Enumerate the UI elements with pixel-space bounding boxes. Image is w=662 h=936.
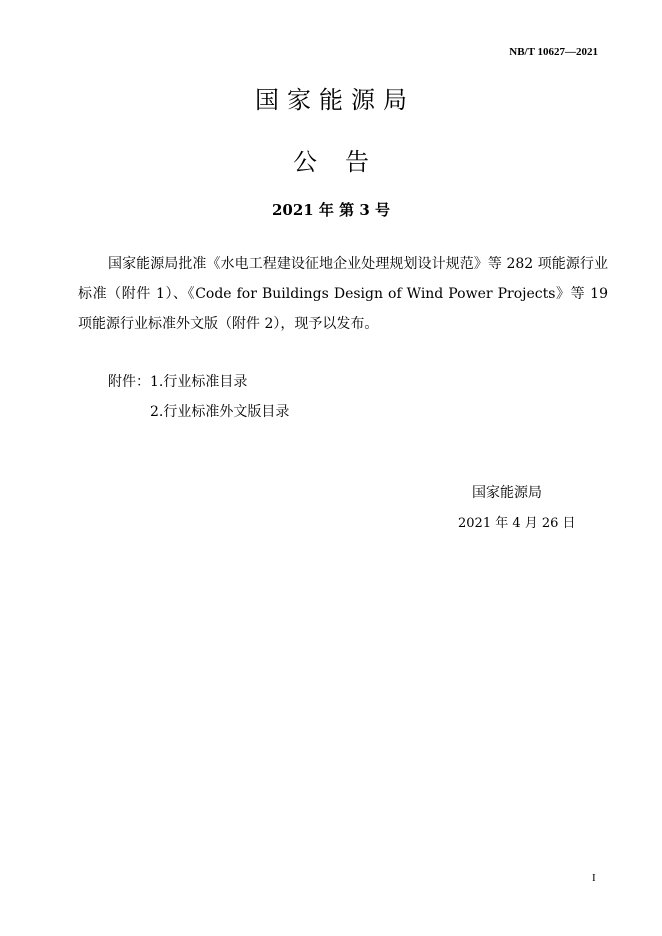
attachment-indent [108,397,150,427]
attachments-label: 附件： [108,374,150,390]
signature-date: 2021 年 4 月 26 日 [458,516,576,531]
attachment-row-1 [108,367,289,397]
issuer-title: 国家能源局 [255,86,415,114]
page-number: I [592,872,596,884]
notice-title: 公告 [293,148,397,176]
document-code: NB/T 10627—2021 [509,46,598,58]
attachment-item-1: 1.行业标准目录 [150,374,248,390]
signature-issuer: 国家能源局 [472,485,542,501]
attachment-row-2 [108,397,289,427]
attachment-item-2: 2.行业标准外文版目录 [150,404,290,420]
notice-number: 2021 年 第 3 号 [271,201,391,219]
notice-body: 国家能源局批准《水电工程建设征地企业处理规划设计规范》等 282 项能源行业标准（附件 1）、《Code for Buildings Design of Wind Power Projects》等 19 项能源行业标准外文版（附件 2），现予以发布。 [78,256,608,332]
attachments-list [108,367,289,427]
